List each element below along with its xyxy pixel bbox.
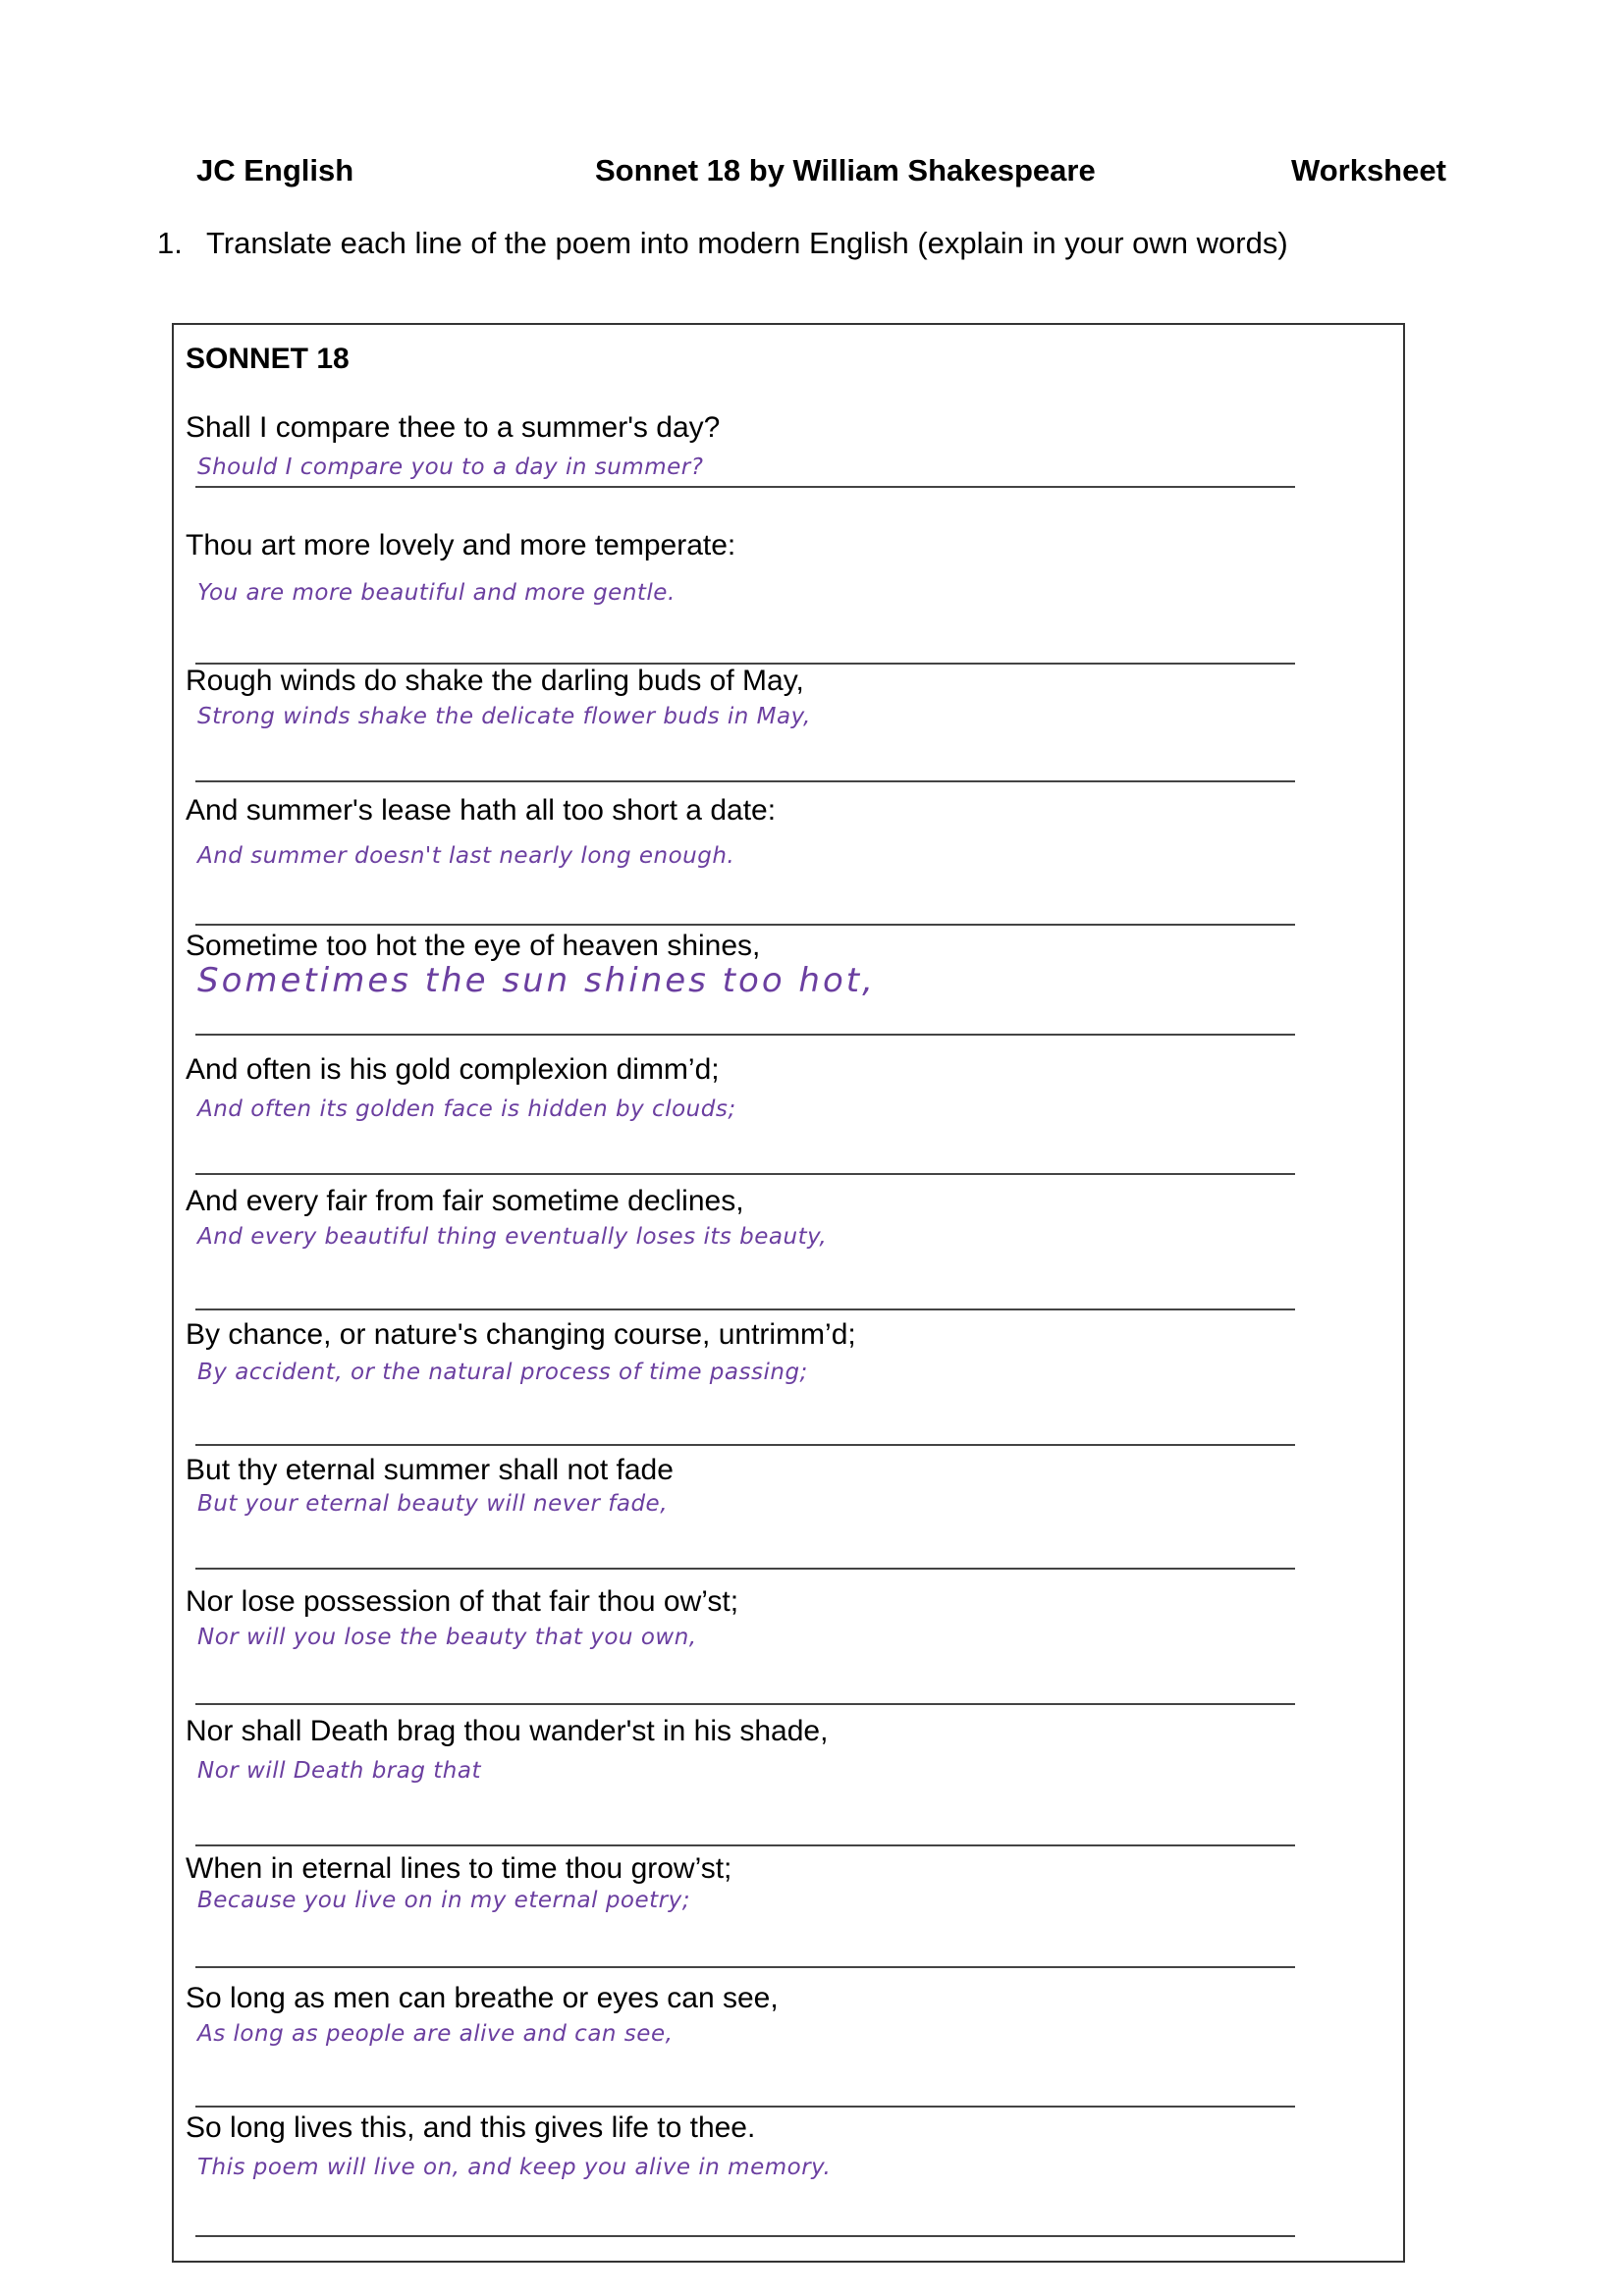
- poem-line-original: Nor lose possession of that fair thou ow’st;: [186, 1585, 739, 1618]
- answer-line: [195, 1444, 1295, 1446]
- answer-line: [195, 2235, 1295, 2237]
- poem-line-row: [186, 411, 1285, 543]
- poem-line-row: [186, 1318, 1285, 1450]
- handwritten-answer[interactable]: Strong winds shake the delicate flower buds in May,: [197, 704, 811, 729]
- poem-line-row: [186, 665, 1285, 796]
- poem-line-row: [186, 1185, 1285, 1316]
- poem-line-original: By chance, or nature's changing course, untrimm’d;: [186, 1318, 856, 1351]
- poem-line-original: Rough winds do shake the darling buds of May,: [186, 665, 804, 697]
- instruction-text: Translate each line of the poem into modern English (explain in your own words): [206, 226, 1288, 260]
- handwritten-answer[interactable]: As long as people are alive and can see,: [197, 2021, 674, 2047]
- poem-line-row: [186, 529, 1285, 661]
- poem-line-row: [186, 2111, 1285, 2243]
- handwritten-answer[interactable]: Because you live on in my eternal poetry;: [197, 1888, 690, 1913]
- handwritten-answer[interactable]: By accident, or the natural process of time passing;: [197, 1360, 808, 1385]
- header-label: Worksheet: [1291, 153, 1446, 187]
- poem-line-original: So long as men can breathe or eyes can see,: [186, 1982, 779, 2014]
- handwritten-answer[interactable]: And every beautiful thing eventually loses its beauty,: [197, 1224, 828, 1250]
- instruction-number: 1.: [157, 226, 183, 260]
- answer-line: [195, 1034, 1295, 1036]
- poem-line-row: [186, 1585, 1285, 1717]
- poem-box: [172, 323, 1405, 2263]
- poem-line-original: Thou art more lovely and more temperate:: [186, 529, 736, 561]
- handwritten-answer[interactable]: Nor will Death brag that: [197, 1758, 481, 1784]
- poem-line-original: So long lives this, and this gives life to thee.: [186, 2111, 756, 2144]
- handwritten-answer[interactable]: But your eternal beauty will never fade,: [197, 1491, 669, 1517]
- answer-line: [195, 2106, 1295, 2108]
- answer-line: [195, 486, 1295, 488]
- poem-line-row: [186, 794, 1285, 926]
- answer-line: [195, 780, 1295, 782]
- header-subject: JC English: [196, 153, 354, 187]
- poem-line-original: But thy eternal summer shall not fade: [186, 1454, 674, 1486]
- answer-line: [195, 1844, 1295, 1846]
- answer-line: [195, 1966, 1295, 1968]
- header-title: Sonnet 18 by William Shakespeare: [595, 153, 1096, 187]
- poem-line-original: Shall I compare thee to a summer's day?: [186, 411, 721, 444]
- instruction: [157, 226, 1288, 261]
- answer-line: [195, 1173, 1295, 1175]
- handwritten-answer[interactable]: And summer doesn't last nearly long enough.: [197, 843, 735, 869]
- poem-line-row: [186, 1852, 1285, 1984]
- handwritten-answer[interactable]: Nor will you lose the beauty that you own,: [197, 1625, 697, 1650]
- handwritten-answer[interactable]: And often its golden face is hidden by clouds;: [197, 1096, 736, 1122]
- poem-line-row: [186, 1715, 1285, 1846]
- poem-line-original: And every fair from fair sometime declines,: [186, 1185, 744, 1217]
- poem-line-row: [186, 930, 1285, 1061]
- poem-line-original: When in eternal lines to time thou grow’st;: [186, 1852, 732, 1885]
- poem-line-original: And summer's lease hath all too short a date:: [186, 794, 777, 827]
- handwritten-answer[interactable]: This poem will live on, and keep you alive in memory.: [197, 2155, 832, 2180]
- poem-line-original: And often is his gold complexion dimm’d;: [186, 1053, 720, 1086]
- answer-line: [195, 1308, 1295, 1310]
- poem-line-original: Nor shall Death brag thou wander'st in his shade,: [186, 1715, 829, 1747]
- handwritten-answer[interactable]: Sometimes the sun shines too hot,: [197, 961, 876, 1000]
- poem-line-row: [186, 1454, 1285, 1585]
- handwritten-answer[interactable]: You are more beautiful and more gentle.: [197, 580, 676, 606]
- poem-line-original: Sometime too hot the eye of heaven shines,: [186, 930, 761, 962]
- handwritten-answer[interactable]: Should I compare you to a day in summer?: [197, 454, 704, 480]
- answer-line: [195, 924, 1295, 926]
- answer-line: [195, 1568, 1295, 1570]
- poem-line-row: [186, 1053, 1285, 1185]
- answer-line: [195, 1703, 1295, 1705]
- poem-line-row: [186, 1982, 1285, 2113]
- poem-title: SONNET 18: [186, 343, 350, 375]
